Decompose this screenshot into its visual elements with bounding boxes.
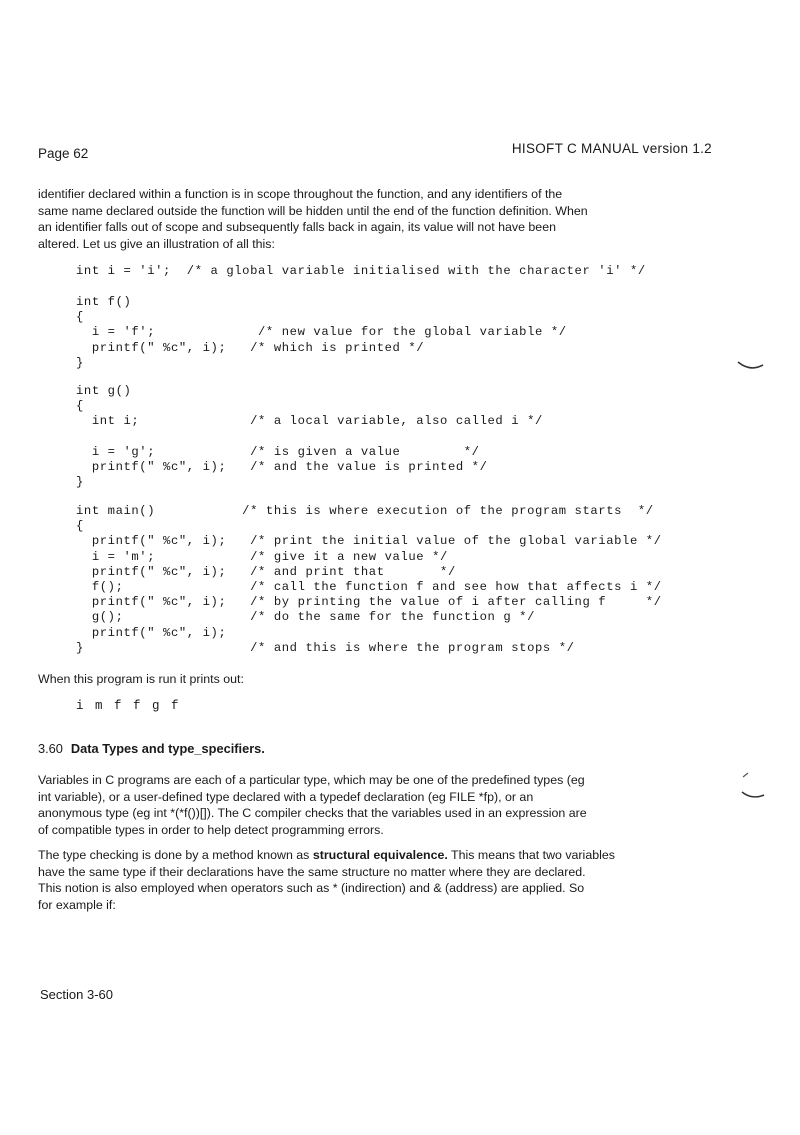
text-line: for example if:: [38, 897, 116, 912]
code-line: int i; /* a local variable, also called i */: [76, 414, 543, 429]
code-line: [76, 430, 543, 445]
code-function-main: [76, 504, 662, 656]
text-line: [38, 847, 722, 864]
code-line: printf(" %c", i);: [76, 625, 227, 640]
code-global-declaration: [76, 264, 646, 279]
program-output: i m f f g f: [76, 699, 181, 713]
manual-title: HISOFT C MANUAL version 1.2: [511, 141, 712, 156]
text-line: When this program is run it prints out:: [38, 672, 244, 686]
code-line: }: [76, 475, 84, 490]
code-line: {: [76, 399, 84, 414]
page-number: Page 62: [38, 146, 89, 161]
section-footer: Section 3-60: [40, 987, 113, 1002]
types-paragraph: [38, 772, 722, 838]
code-line: } /* and this is where the program stops */: [76, 640, 575, 655]
code-line: g(); /* do the same for the function g */: [76, 610, 535, 625]
code-line: int g(): [76, 384, 132, 398]
run-text: [38, 671, 722, 688]
section-heading: [38, 741, 265, 756]
code-line: int main() /* this is where execution of the program starts */: [76, 504, 654, 518]
text-line: altered. Let us give an illustration of all this:: [38, 236, 275, 251]
code-line: printf(" %c", i); /* by printing the value of i after calling f */: [76, 595, 662, 610]
section-title: Data Types and type_specifiers.: [70, 741, 265, 756]
code-function-f: [76, 295, 567, 371]
text-line: an identifier falls out of scope and subsequently falls back in again, its value will not have been: [38, 220, 556, 234]
text-line: of compatible types in order to help detect programming errors.: [38, 822, 384, 837]
text-line: identifier declared within a function is in scope throughout the function, and any identifiers of the: [38, 187, 563, 201]
margin-mark: [736, 356, 766, 376]
code-line: i = 'm'; /* give it a new value */: [76, 549, 448, 564]
text-line: Variables in C programs are each of a particular type, which may be one of the predefined types (eg: [38, 773, 585, 787]
code-line: }: [76, 355, 84, 370]
text-fragment: The type checking is done by a method known as: [38, 848, 313, 862]
code-line: int f(): [76, 295, 132, 309]
code-line: {: [76, 310, 84, 325]
text-line: same name declared outside the function will be hidden until the end of the function definition. When: [38, 203, 588, 218]
code-line: i = 'g'; /* is given a value */: [76, 444, 480, 459]
text-fragment: This means that two variables: [447, 848, 615, 862]
text-line: have the same type if their declarations have the same structure no matter where they are declared.: [38, 864, 586, 879]
code-line: printf(" %c", i); /* and print that */: [76, 564, 456, 579]
code-line: i = 'f'; /* new value for the global variable */: [76, 325, 567, 340]
structural-paragraph: [38, 847, 722, 913]
intro-paragraph: [38, 186, 722, 252]
code-line: printf(" %c", i); /* and the value is printed */: [76, 459, 488, 474]
text-line: This notion is also employed when operators such as * (indirection) and & (address) are applied. So: [38, 881, 585, 895]
text-line: anonymous type (eg int *(*f())[]). The C compiler checks that the variables used in an expression are: [38, 806, 587, 820]
code-line: printf(" %c", i); /* print the initial value of the global variable */: [76, 534, 662, 549]
code-line: f(); /* call the function f and see how that affects i */: [76, 579, 662, 594]
text-line: int variable), or a user-defined type declared with a typedef declaration (eg FILE *fp), or an: [38, 789, 534, 804]
bold-term: structural equivalence.: [312, 848, 448, 862]
code-function-g: [76, 384, 543, 490]
code-line: printf(" %c", i); /* which is printed */: [76, 340, 425, 355]
section-number: 3.60: [38, 741, 63, 756]
margin-mark: [740, 768, 766, 808]
code-line: {: [76, 519, 84, 534]
code-line: int i = 'i'; /* a global variable initialised with the character 'i' */: [76, 264, 646, 278]
